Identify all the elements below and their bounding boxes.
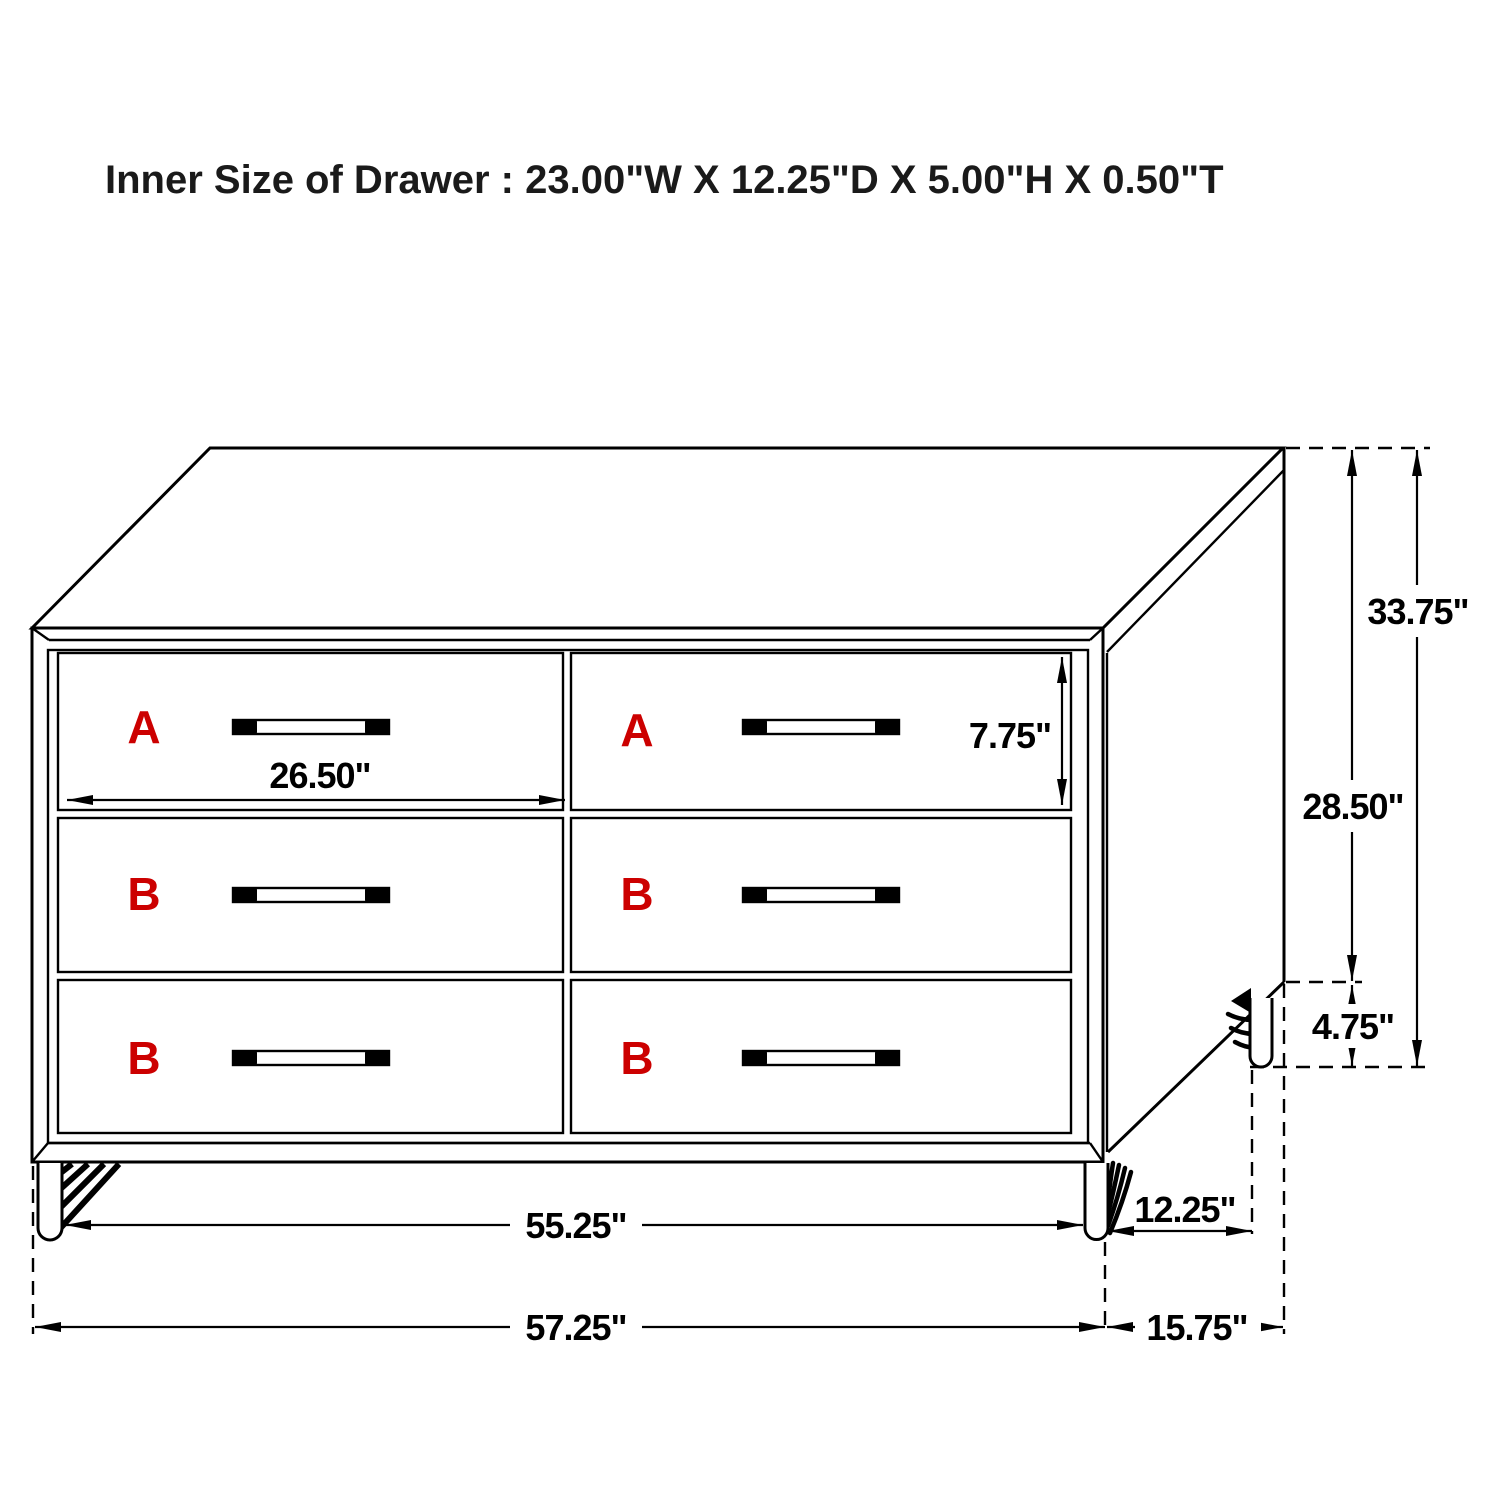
dim-case-height <box>1293 450 1413 981</box>
handle-icon <box>743 887 899 903</box>
dim-drawer-height <box>969 657 1067 805</box>
dim-overall-depth <box>1107 1303 1283 1351</box>
drawer-label-b2-left: B <box>127 1032 161 1084</box>
dim-label-leg-height: 4.75" <box>1311 1006 1395 1047</box>
dim-overall-width <box>35 1303 1105 1351</box>
front-left-leg <box>38 1163 119 1240</box>
handle-icon <box>743 1050 899 1066</box>
dim-label-case-height: 28.50" <box>1302 786 1404 827</box>
face-frame-opening <box>48 650 1088 1143</box>
drawer-label-b1-right: B <box>620 868 654 920</box>
top-face <box>32 448 1283 628</box>
rear-right-leg <box>1228 988 1272 1067</box>
handle-icon <box>233 719 389 735</box>
drawer-label-a-left: A <box>127 701 161 753</box>
drawer-letters <box>127 701 653 1084</box>
dim-leg-height <box>1302 985 1404 1066</box>
handle-icon <box>743 719 899 735</box>
dim-label-overall-height: 33.75" <box>1367 591 1469 632</box>
drawers <box>58 653 1071 1133</box>
dim-drawer-width <box>67 755 565 805</box>
diagram-title: Inner Size of Drawer : 23.00"W X 12.25"D X 5.00"H X 0.50"T <box>105 158 1224 202</box>
bottom-right-chamfer <box>1090 1143 1103 1162</box>
handle-icon <box>233 1050 389 1066</box>
dim-label-overall-width: 57.25" <box>525 1307 627 1348</box>
cabinet <box>32 448 1284 1162</box>
dim-label-leg-span-width: 55.25" <box>525 1205 627 1246</box>
dim-label-overall-depth: 15.75" <box>1146 1307 1248 1348</box>
drawer-label-b1-left: B <box>127 868 161 920</box>
dim-label-drawer-width: 26.50" <box>269 755 371 796</box>
drawer-label-a-right: A <box>620 704 654 756</box>
dim-overall-height <box>1358 450 1478 1066</box>
top-left-chamfer <box>32 628 49 640</box>
dim-label-leg-span-depth: 12.25" <box>1134 1189 1236 1230</box>
handle-icon <box>233 887 389 903</box>
bottom-left-chamfer <box>32 1143 48 1162</box>
top-right-chamfer <box>1090 628 1103 640</box>
dim-leg-span-depth <box>1108 1189 1252 1236</box>
dim-leg-span-width <box>65 1201 1083 1249</box>
side-top-edge <box>1107 470 1284 652</box>
front-face <box>32 628 1103 1162</box>
drawer-label-b2-right: B <box>620 1032 654 1084</box>
dim-label-drawer-height: 7.75" <box>968 715 1052 756</box>
